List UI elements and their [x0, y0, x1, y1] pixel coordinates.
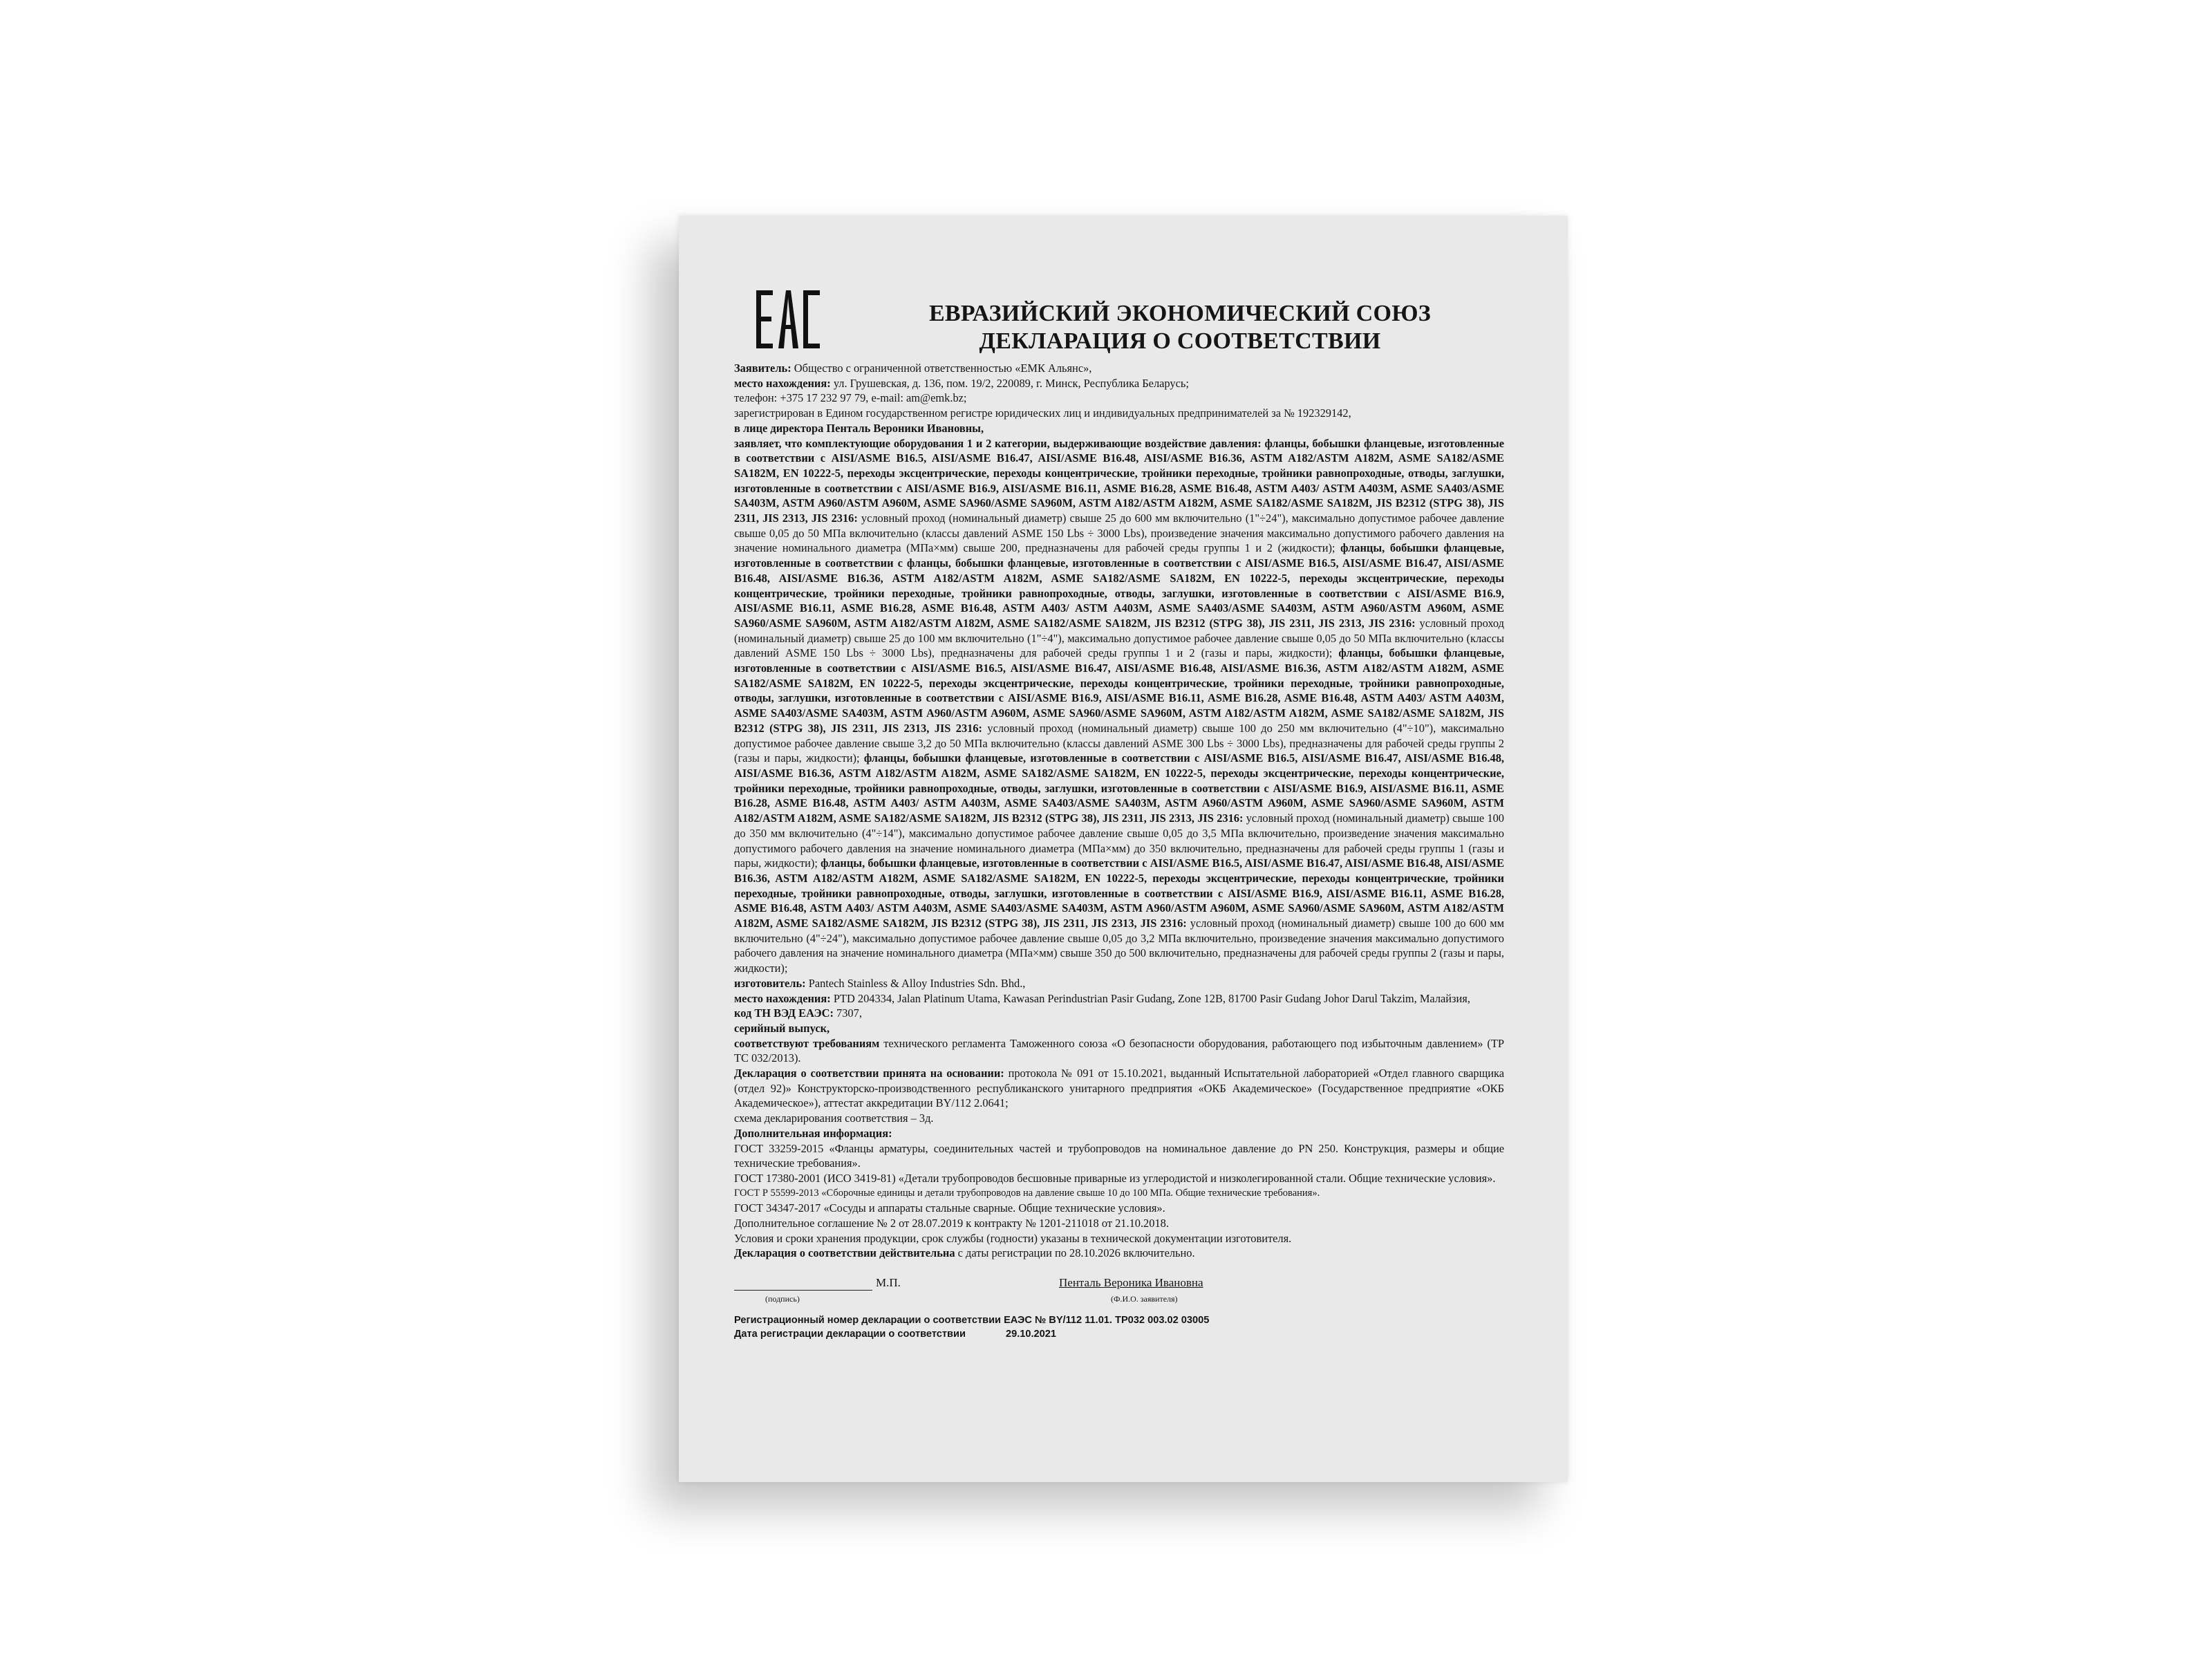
signature-line	[734, 1276, 872, 1291]
manufacturer-line	[734, 976, 1504, 991]
full-name-caption: (Ф.И.О. заявителя)	[1111, 1294, 1178, 1304]
basis-label: Декларация о соответствии принята на основании:	[734, 1067, 1004, 1080]
registration-number-label: Регистрационный номер декларации о соответствии	[734, 1315, 1002, 1327]
declaration-scheme: схема декларирования соответствия – 3д.	[734, 1112, 934, 1125]
union-title: ЕВРАЗИЙСКИЙ ЭКОНОМИЧЕСКИЙ СОЮЗ	[928, 301, 1432, 326]
validity-value: с даты регистрации по 28.10.2026 включительно.	[955, 1246, 1195, 1260]
products-group-2-spec: условный проход (номинальный диаметр) свыше 25 до 100 мм включительно (1"÷4"), максимально допустимое рабочее давление свыше 0,05 до 50 МПа включительно (классы давлений ASME 150 Lbs ÷ 3000 Lbs), предназначены для рабочей среды группы 1 и 2 (газы и пары, жидкости);	[734, 616, 1504, 660]
registration-number-value: ЕАЭС № BY/112 11.01. ТР032 003.02 03005	[1004, 1315, 1210, 1327]
tn-ved-code-label: код ТН ВЭД ЕАЭС:	[734, 1006, 834, 1020]
additional-agreement: Дополнительное соглашение № 2 от 28.07.2019 к контракту № 1201-211018 от 21.10.2018.	[734, 1217, 1169, 1230]
registration-date-value: 29.10.2021	[1005, 1329, 1057, 1340]
tn-ved-code-value: 7307,	[833, 1006, 862, 1020]
declaration-title: ДЕКЛАРАЦИЯ О СООТВЕТСТВИИ	[979, 328, 1381, 354]
applicant-label: Заявитель:	[734, 362, 791, 375]
storage-conditions: Условия и сроки хранения продукции, срок службы (годности) указаны в технической документации изготовителя.	[734, 1231, 1292, 1245]
applicant-value: Общество с ограниченной ответственностью «ЕМК Альянс»,	[791, 362, 1092, 375]
products-group-4-spec: условный проход (номинальный диаметр) свыше 100 до 350 мм включительно (4"÷14"), максимально допустимое рабочее давление свыше 0,05 до 3,5 МПа включительно, произведение значения максимально допустимого рабочего давления на значение номинального диаметра (МПа×мм) до 350 включительно, предназначены для рабочей среды группы 1 (газы и пары, жидкости);	[734, 812, 1504, 870]
eac-logo-icon	[755, 285, 821, 354]
gost-33259: ГОСТ 33259-2015 «Фланцы арматуры, соединительных частей и трубопроводов на номинальное давление до PN 250. Конструкция, размеры и общие технические требования».	[734, 1141, 1504, 1170]
declaration-sheet	[679, 216, 1568, 1482]
applicant-line	[734, 361, 1504, 376]
applicant-location	[734, 376, 1504, 391]
products-group-4: фланцы, бобышки фланцевые, изготовленные в соответствии с AISI/ASME B16.5, AISI/ASME B16.47, AISI/ASME B16.48, AISI/ASME B16.36, ASTM A182/ASTM A182M, ASME SA182/ASME SA182M, EN 10222-5, переходы эксцентрические, переходы концентрические, тройники переходные, тройники равнопроходные, отводы, заглушки, изготовленные в соответствии с AISI/ASME B16.9, AISI/ASME B16.11, ASME B16.28, ASME B16.48, ASTM A403/ ASTM A403M, ASME SA403/ASME SA403M, ASTM A960/ASTM A960M, ASME SA960/ASME SA960M, ASTM A182/ASTM A182M, ASME SA182/ASME SA182M, JIS B2312 (STPG 38), JIS 2311, JIS 2313, JIS 2316:	[734, 751, 1504, 825]
products-group-3-spec: условный проход (номинальный диаметр) свыше 100 до 250 мм включительно (4"÷10"), максимально допустимое рабочее давление свыше 3,2 до 50 МПа включительно (классы давлений ASME 300 Lbs ÷ 3000 Lbs), предназначены для рабочей среды группы 2 (газы и пары, жидкости);	[734, 721, 1504, 765]
applicant-location-value: ул. Грушевская, д. 136, пом. 19/2, 220089, г. Минск, Республика Беларусь;	[830, 376, 1189, 390]
document-header	[734, 257, 1504, 361]
additional-info-label: Дополнительная информация:	[734, 1126, 892, 1140]
conformity-value: технического регламента Таможенного союза «О безопасности оборудования, работающего под избыточным давлением» (ТР ТС 032/2013).	[734, 1036, 1504, 1065]
gost-17380: ГОСТ 17380-2001 (ИСО 3419-81) «Детали трубопроводов бесшовные приварные из углеродистой и низколегированной стали. Общие технические условия».	[734, 1171, 1496, 1185]
basis-value: протокола № 091 от 15.10.2021, выданный Испытательной лабораторией «Отдел главного сварщика (отдел 92)» Конструкторско-производственного республиканского унитарного предприятия «ОКБ Академическое» (Государственное предприятие «ОКБ Академическое»), аттестат аккредитации BY/112 2.0641;	[734, 1067, 1505, 1110]
tn-ved-code	[734, 1006, 1504, 1021]
applicant-location-label: место нахождения:	[734, 376, 831, 390]
products-group-2: фланцы, бобышки фланцевые, изготовленные в соответствии с фланцы, бобышки фланцевые, изготовленные в соответствии с AISI/ASME B16.5, AISI/ASME B16.47, AISI/ASME B16.48, AISI/ASME B16.36, ASTM A182/ASTM A182M, ASME SA182/ASME SA182M, EN 10222-5, переходы эксцентрические, переходы концентрические, тройники переходные, тройники равнопроходные, отводы, заглушки, изготовленные в соответствии с AISI/ASME B16.9, AISI/ASME B16.11, ASME B16.28, ASME B16.48, ASTM A403/ ASTM A403M, ASME SA403/ASME SA403M, ASTM A960/ASTM A960M, ASME SA960/ASME SA960M, ASTM A182/ASTM A182M, ASME SA182/ASME SA182M, JIS B2312 (STPG 38), JIS 2311, JIS 2313, JIS 2316:	[734, 541, 1504, 630]
registration-date-row	[734, 1327, 1504, 1341]
products-group-5-spec: условный проход (номинальный диаметр) свыше 100 до 600 мм включительно (4"÷24"), максимально допустимое рабочее давление свыше 0,05 до 3,2 МПа включительно, произведение значения максимально допустимого рабочего давления на значение номинального диаметра (МПа×мм) свыше 350 до 500 включительно, предназначены для рабочей среды группы 2 (газы и пары, жидкости);	[734, 917, 1504, 975]
declaration-basis	[734, 1066, 1504, 1111]
conformity-requirements	[734, 1036, 1504, 1066]
registration-date-label: Дата регистрации декларации о соответствии	[734, 1329, 966, 1340]
manufacturer-location	[734, 991, 1504, 1006]
registration-block	[734, 1313, 1504, 1341]
manufacturer-label: изготовитель:	[734, 976, 806, 990]
serial-production: серийный выпуск,	[734, 1021, 830, 1035]
applicant-full-name: Пенталь Вероника Ивановна	[1059, 1276, 1203, 1290]
gost-r-55599: ГОСТ Р 55599-2013 «Сборочные единицы и детали трубопроводов на давление свыше 10 до 100 МПа. Общие технические требования».	[734, 1187, 1320, 1199]
signature-caption: (подпись)	[765, 1294, 800, 1304]
applicant-registered: зарегистрирован в Едином государственном регистре юридических лиц и индивидуальных предпринимателей за № 192329142,	[734, 406, 1351, 420]
products-group-5: фланцы, бобышки фланцевые, изготовленные в соответствии с AISI/ASME B16.5, AISI/ASME B16.47, AISI/ASME B16.48, AISI/ASME B16.36, ASTM A182/ASTM A182M, ASME SA182/ASME SA182M, EN 10222-5, переходы эксцентрические, переходы концентрические, тройники переходные, тройники равнопроходные, отводы, заглушки, изготовленные в соответствии с AISI/ASME B16.9, AISI/ASME B16.11, ASME B16.28, ASME B16.48, ASTM A403/ ASTM A403M, ASME SA403/ASME SA403M, ASTM A960/ASTM A960M, ASME SA960/ASME SA960M, ASTM A182/ASTM A182M, ASME SA182/ASME SA182M, JIS B2312 (STPG 38), JIS 2311, JIS 2313, JIS 2316:	[734, 856, 1504, 930]
document-title	[852, 300, 1508, 355]
declaration-products	[734, 436, 1504, 976]
applicant-person: в лице директора Пенталь Вероники Ивановны,	[734, 421, 984, 435]
declaration-validity	[734, 1246, 1504, 1261]
products-group-3: фланцы, бобышки фланцевые, изготовленные в соответствии с AISI/ASME B16.5, AISI/ASME B16.47, AISI/ASME B16.48, AISI/ASME B16.36, ASTM A182/ASTM A182M, ASME SA182/ASME SA182M, EN 10222-5, переходы эксцентрические, переходы концентрические, тройники переходные, тройники равнопроходные, отводы, заглушки, изготовленные в соответствии с AISI/ASME B16.9, AISI/ASME B16.11, ASME B16.28, ASME B16.48, ASTM A403/ ASTM A403M, ASME SA403/ASME SA403M, ASTM A960/ASTM A960M, ASME SA960/ASME SA960M, ASTM A182/ASTM A182M, ASME SA182/ASME SA182M, JIS B2312 (STPG 38), JIS 2311, JIS 2313, JIS 2316:	[734, 646, 1504, 735]
manufacturer-location-value: PTD 204334, Jalan Platinum Utama, Kawasan Perindustrian Pasir Gudang, Zone 12B, 81700 Pasir Gudang Johor Darul Takzim, Малайзия,	[830, 991, 1470, 1005]
declaration-body	[734, 361, 1504, 1261]
manufacturer-location-label: место нахождения:	[734, 991, 831, 1005]
products-group-1: заявляет, что комплектующие оборудования 1 и 2 категории, выдерживающие воздействие давления: фланцы, бобышки фланцевые, изготовленные в соответствии с AISI/ASME B16.5, AISI/ASME B16.47, AISI/ASME B16.48, AISI/ASME B16.36, ASTM A182/ASTM A182M, ASME SA182/ASME SA182M, EN 10222-5, переходы эксцентрические, переходы концентрические, тройники переходные, тройники равнопроходные, отводы, заглушки, изготовленные в соответствии с AISI/ASME B16.9, AISI/ASME B16.11, ASME B16.28, ASME B16.48, ASTM A403/ ASTM A403M, ASME SA403/ASME SA403M, ASTM A960/ASTM A960M, ASME SA960/ASME SA960M, ASTM A182/ASTM A182M, ASME SA182/ASME SA182M, JIS B2312 (STPG 38), JIS 2311, JIS 2313, JIS 2316:	[734, 436, 1504, 525]
conformity-label: соответствуют требованиям	[734, 1036, 880, 1050]
gost-34347: ГОСТ 34347-2017 «Сосуды и аппараты стальные сварные. Общие технические условия».	[734, 1201, 1165, 1215]
manufacturer-value: Pantech Stainless & Alloy Industries Sdn. Bhd.,	[805, 976, 1026, 990]
applicant-contacts: телефон: +375 17 232 97 79, e-mail: am@emk.bz;	[734, 391, 967, 405]
validity-label: Декларация о соответствии действительна	[734, 1246, 955, 1260]
signature-block	[734, 1276, 1504, 1309]
stamp-place-label: М.П.	[876, 1276, 901, 1290]
registration-number-row	[734, 1313, 1504, 1327]
products-group-1-spec: условный проход (номинальный диаметр) свыше 25 до 600 мм включительно (1"÷24"), максимально допустимое рабочее давление свыше 0,05 до 50 МПа включительно (классы давлений ASME 150 Lbs ÷ 3000 Lbs), произведение значения максимально допустимого рабочего давления на значение номинального диаметра (МПа×мм) свыше 200, предназначены для рабочей среды группы 1 и 2 (жидкости);	[734, 512, 1504, 555]
